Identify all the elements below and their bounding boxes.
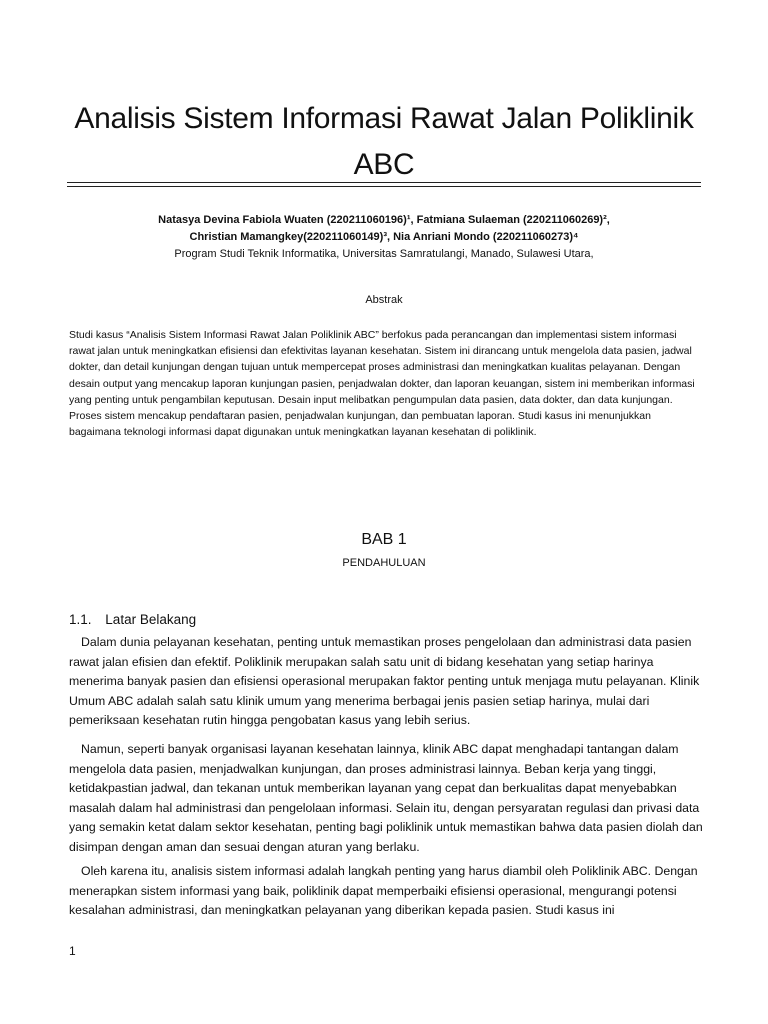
authors-line-1: Natasya Devina Fabiola Wuaten (220211060196)¹, Fatmiana Sulaeman (220211060269)², bbox=[158, 214, 610, 226]
paper-title: Analisis Sistem Informasi Rawat Jalan Poliklinik ABC bbox=[74, 102, 694, 181]
affiliation: Program Studi Teknik Informatika, Universitas Samratulangi, Manado, Sulawesi Utara, bbox=[174, 248, 594, 260]
section-number: 1.1. bbox=[69, 612, 92, 627]
body-paragraph: Namun, seperti banyak organisasi layanan kesehatan lainnya, klinik ABC dapat menghadapi tantangan dalam mengelola data pasien, menjadwalkan kunjungan, dan proses administrasi lainnya. Beban kerja yang tinggi, ketidakpastian jadwal, dan tekanan untuk memberikan layanan yang cepat dan berkualitas dapat menyebabkan masalah dalam hal administrasi dan pengelolaan informasi. Selain itu, dengan persyaratan regulasi dan privasi data yang semakin ketat dalam sektor kesehatan, penting bagi poliklinik untuk memastikan bahwa data pasien diolah dan disimpan dengan aman dan sesuai dengan aturan yang berlaku. bbox=[69, 742, 703, 854]
body-paragraph: Dalam dunia pelayanan kesehatan, penting untuk memastikan proses pengelolaan dan administrasi data pasien rawat jalan efisien dan efektif. Poliklinik merupakan salah satu unit di bidang kesehatan yang setiap harinya menerima banyak pasien dan efisiensi operasional merupakan faktor penting untuk menjaga mutu pelayanan. Klinik Umum ABC adalah salah satu klinik umum yang menerima berbagai jenis pasien setiap harinya, mulai dari pemeriksaan kesehatan rutin hingga pengobatan kasus yang lebih serius. bbox=[69, 635, 700, 728]
authors-line-2: Christian Mamangkey(220211060149)³, Nia Anriani Mondo (220211060273)⁴ bbox=[189, 231, 579, 243]
chapter-title: BAB 1 bbox=[361, 531, 407, 548]
title-rule-top bbox=[67, 182, 701, 183]
abstract-text: Studi kasus “Analisis Sistem Informasi Rawat Jalan Poliklinik ABC” berfokus pada perancangan dan implementasi sistem informasi rawat jalan untuk meningkatkan efisiensi dan efektivitas layanan kesehatan. Sistem ini dirancang untuk mengelola data pasien, jadwal dokter, dan detail kunjungan dengan tujuan untuk mempercepat proses administrasi dan meningkatkan kualitas pelayanan. Dengan desain output yang mencakup laporan kunjungan pasien, penjadwalan dokter, dan laporan keuangan, sistem ini memberikan informasi yang penting untuk pengambilan keputusan. Desain input melibatkan pengumpulan data pasien, data dokter, dan data kunjungan. Proses sistem mencakup pendaftaran pasien, penjadwalan kunjungan, dan pembuatan laporan. Studi kasus ini menunjukkan bagaimana teknologi informasi dapat digunakan untuk meningkatkan layanan kesehatan di poliklinik. bbox=[69, 329, 695, 439]
body-paragraph: Oleh karena itu, analisis sistem informasi adalah langkah penting yang harus diambil oleh Poliklinik ABC. Dengan menerapkan sistem informasi yang baik, poliklinik dapat memperbaiki efisiensi operasional, mengurangi potensi kesalahan administrasi, dan meningkatkan pelayanan yang diberikan kepada pasien. Studi kasus ini bbox=[69, 864, 698, 918]
title-rule-bottom bbox=[67, 186, 701, 187]
section-heading bbox=[69, 612, 196, 627]
abstract-heading: Abstrak bbox=[365, 294, 403, 306]
chapter-subtitle: PENDAHULUAN bbox=[342, 557, 426, 569]
author-list bbox=[60, 212, 708, 246]
section-title: Latar Belakang bbox=[105, 612, 197, 627]
page-number: 1 bbox=[69, 944, 76, 958]
